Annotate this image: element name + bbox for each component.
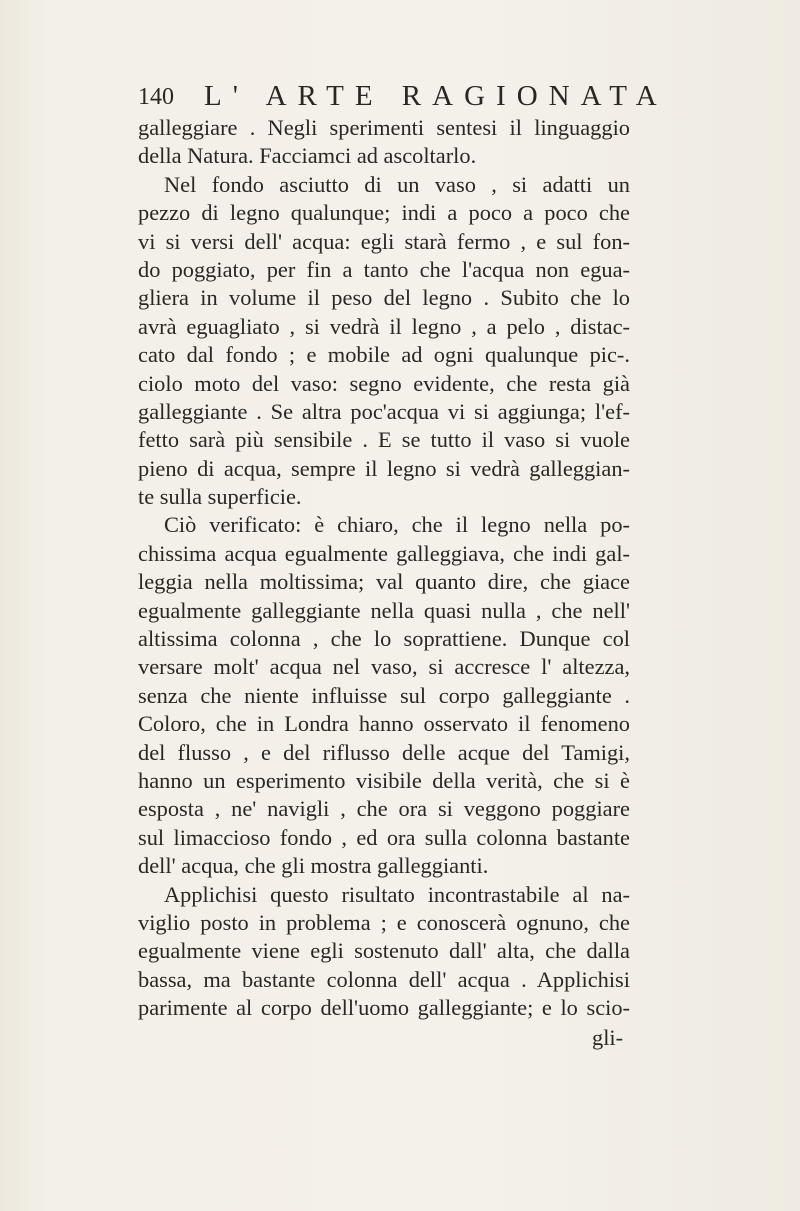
text-line: te sulla superficie. <box>138 484 302 510</box>
text-line: do poggiato, per fin a tanto che l'acqua non egua- <box>138 256 630 282</box>
text-line: leggia nella moltissima; val quanto dire, che giace <box>138 569 630 595</box>
text-line: della Natura. Facciamci ad ascoltarlo. <box>138 143 477 169</box>
text-line: del flusso , e del riflusso delle acque del Tamigi, <box>138 739 630 765</box>
text-line: ciolo moto del vaso: segno evidente, che resta già <box>138 370 630 396</box>
text-line: Nel fondo asciutto di un vaso , si adatti un <box>164 171 630 197</box>
body-text <box>138 114 630 1023</box>
text-line: chissima acqua egualmente galleggiava, che indi gal- <box>138 540 630 566</box>
text-line: vi si versi dell' acqua: egli starà fermo , e sul fon- <box>138 228 630 254</box>
text-line: senza che niente influisse sul corpo galleggiante . <box>138 682 630 708</box>
text-line: Ciò verificato: è chiaro, che il legno nella po- <box>164 512 630 538</box>
text-line: avrà eguagliato , si vedrà il legno , a pelo , distac- <box>138 313 630 339</box>
page-header <box>138 80 668 116</box>
text-line: galleggiare . Negli sperimenti sentesi il linguaggio <box>138 115 630 140</box>
text-line: dell' acqua, che gli mostra galleggianti. <box>138 853 489 879</box>
text-line: bassa, ma bastante colonna dell' acqua . Applichisi <box>138 966 630 992</box>
text-line: viglio posto in problema ; e conoscerà ognuno, che <box>138 909 630 935</box>
text-line: pezzo di legno qualunque; indi a poco a poco che <box>138 200 630 226</box>
text-line: parimente al corpo dell'uomo galleggiante; e lo scio- <box>138 995 630 1021</box>
text-line: cato dal fondo ; e mobile ad ogni qualunque pic-. <box>138 342 630 368</box>
text-line: versare molt' acqua nel vaso, si accresce l' altezza, <box>138 654 630 680</box>
text-line: hanno un esperimento visibile della verità, che si è <box>138 767 630 793</box>
text-line: egualmente viene egli sostenuto dall' alta, che dalla <box>138 938 630 964</box>
catchword: gli- <box>592 1025 624 1050</box>
text-line: sul limaccioso fondo , ed ora sulla colonna bastante <box>138 824 630 850</box>
text-line: pieno di acqua, sempre il legno si vedrà galleggian- <box>138 455 630 481</box>
text-line: Coloro, che in Londra hanno osservato il fenomeno <box>138 711 630 737</box>
running-head: L' ARTE RAGIONATA <box>204 80 668 112</box>
text-line: Applichisi questo risultato incontrastabile al na- <box>164 881 630 907</box>
text-line: gliera in volume il peso del legno . Subito che lo <box>138 285 630 311</box>
page-number: 140 <box>138 84 174 110</box>
text-line: esposta , ne' navigli , che ora si veggono poggiare <box>138 796 630 822</box>
text-line: fetto sarà più sensibile . E se tutto il vaso si vuole <box>138 427 630 453</box>
text-line: galleggiante . Se altra poc'acqua vi si aggiunga; l'ef- <box>138 398 630 424</box>
text-line: egualmente galleggiante nella quasi nulla , che nell' <box>138 597 630 623</box>
text-line: altissima colonna , che lo soprattiene. Dunque col <box>138 626 630 652</box>
